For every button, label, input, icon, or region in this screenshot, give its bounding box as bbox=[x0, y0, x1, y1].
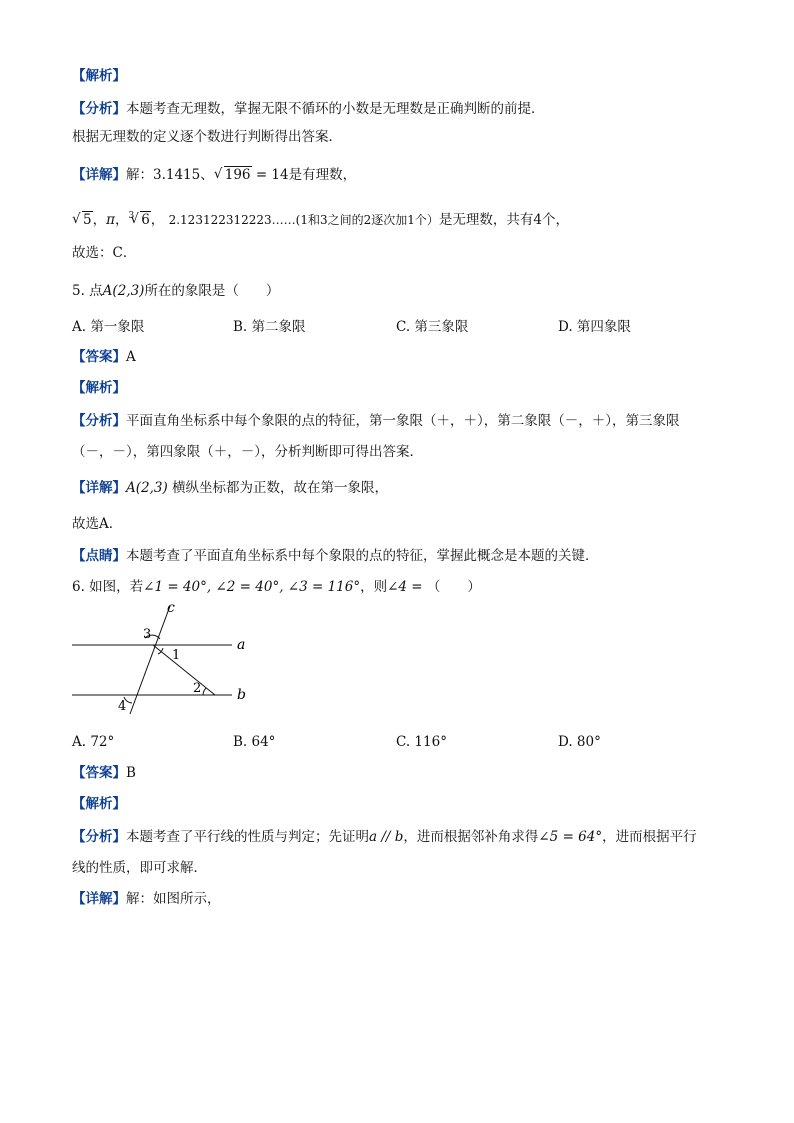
series: 2.123122312223……(1和3之间的2逐次加1个） bbox=[168, 213, 439, 227]
fenxi-tag: 【分析】 bbox=[72, 413, 126, 429]
xiangjie-text-a: 解：3.1415、 bbox=[126, 167, 214, 183]
q6-option-b[interactable]: B. 64° bbox=[233, 734, 276, 750]
q4-irrationals: √ 5，π，$^3$√ 6， 2.123122312223……(1和3之间的2逐次加1个）是无理数，共有4个， bbox=[72, 206, 569, 230]
q4-choice bbox=[72, 243, 136, 263]
q4-xiangjie bbox=[72, 165, 356, 185]
q5-xiangjie bbox=[72, 478, 388, 498]
label-2: 2 bbox=[193, 681, 202, 696]
dianjing-tag: 【点睛】 bbox=[72, 548, 126, 564]
label-c: c bbox=[167, 600, 175, 616]
q6-stem bbox=[72, 577, 481, 597]
pi-symbol: π bbox=[106, 212, 115, 228]
label-1: 1 bbox=[172, 648, 181, 663]
fenxi-angle5: ∠5 = 64° bbox=[538, 829, 603, 845]
label-a: a bbox=[237, 637, 246, 653]
dianjing-text: 本题考查了平面直角坐标系中每个象限的点的特征，掌握此概念是本题的关键． bbox=[126, 548, 599, 564]
q5-choice bbox=[72, 514, 122, 534]
fenxi-text-2: 根据无理数的定义逐个数进行判断得出答案． bbox=[72, 129, 342, 145]
q6-stem-angle4: ∠4 = bbox=[387, 579, 423, 595]
choice-text: 故选A． bbox=[72, 516, 123, 532]
jiexi-tag: 【解析】 bbox=[72, 68, 126, 84]
q4-fenxi-line2 bbox=[72, 127, 342, 147]
sqrt-5: √ 5 bbox=[72, 210, 93, 230]
xiangjie-tag: 【详解】 bbox=[72, 891, 126, 907]
cbrt-6: √ 6 bbox=[130, 210, 151, 230]
transversal bbox=[153, 645, 215, 695]
jiexi-tag: 【解析】 bbox=[72, 380, 126, 396]
q5-stem bbox=[72, 281, 279, 301]
xiangjie-text-b: 是有理数， bbox=[288, 167, 357, 183]
label-3: 3 bbox=[143, 627, 152, 642]
sep-3: ， bbox=[150, 212, 165, 228]
answer-tag: 【答案】 bbox=[72, 349, 126, 365]
q6-stem-prefix: 6. 如图，若 bbox=[72, 579, 144, 595]
q4-fenxi bbox=[72, 99, 545, 119]
q6-stem-angles: ∠1 = 40°, ∠2 = 40°, ∠3 = 116° bbox=[143, 579, 361, 595]
xiangjie-point: A(2,3) bbox=[126, 480, 168, 496]
q6-stem-suffix: （ ） bbox=[426, 579, 481, 595]
q5-jiexi-heading bbox=[72, 378, 126, 398]
irr-tail: 是无理数，共有4个， bbox=[438, 212, 569, 228]
q5-stem-suffix: 所在的象限是（ ） bbox=[144, 283, 280, 299]
line-c bbox=[130, 606, 170, 714]
q6-option-c[interactable]: C. 116° bbox=[396, 734, 447, 750]
label-b: b bbox=[237, 687, 246, 703]
q5-option-b[interactable]: B. 第二象限 bbox=[233, 319, 306, 335]
eq-14: = 14 bbox=[255, 167, 289, 183]
q6-fenxi bbox=[72, 827, 697, 847]
jiexi-tag: 【解析】 bbox=[72, 796, 126, 812]
q6-figure bbox=[60, 598, 270, 720]
q5-point: A(2,3) bbox=[102, 283, 145, 299]
sep-2: ， bbox=[114, 212, 129, 228]
q5-fenxi bbox=[72, 411, 680, 431]
q6-xiangjie bbox=[72, 889, 221, 909]
fenxi-line-1c: ，进而根据平行 bbox=[602, 829, 697, 845]
sep-1: ， bbox=[92, 212, 107, 228]
fenxi-line-2: 线的性质，即可求解． bbox=[72, 860, 207, 876]
xiangjie-tag: 【详解】 bbox=[72, 480, 126, 496]
q5-answer bbox=[72, 347, 136, 367]
q5-option-a[interactable]: A. 第一象限 bbox=[72, 319, 145, 335]
q4-jiexi-heading bbox=[72, 66, 126, 86]
q6-jiexi-heading bbox=[72, 794, 126, 814]
arc-2 bbox=[203, 688, 206, 695]
q5-dianjing bbox=[72, 546, 599, 566]
q5-fenxi-line2 bbox=[72, 442, 423, 462]
q5-stem-prefix: 5. 点 bbox=[72, 283, 103, 299]
fenxi-tag: 【分析】 bbox=[72, 101, 126, 117]
q5-option-c[interactable]: C. 第三象限 bbox=[396, 319, 469, 335]
fenxi-line-1b: ，进而根据邻补角求得 bbox=[403, 829, 539, 845]
xiangjie-text: 解：如图所示， bbox=[126, 891, 221, 907]
fenxi-line-1: 平面直角坐标系中每个象限的点的特征，第一象限（＋，＋），第二象限（－，＋），第三象限 bbox=[126, 413, 680, 429]
xiangjie-tag: 【详解】 bbox=[72, 167, 126, 183]
fenxi-parallel: a // b bbox=[369, 829, 404, 845]
xiangjie-text: 横纵坐标都为正数，故在第一象限， bbox=[172, 480, 389, 496]
fenxi-line-2: （－，－），第四象限（＋，－），分析判断即可得出答案． bbox=[72, 444, 423, 460]
answer-value: B bbox=[126, 765, 136, 781]
q6-stem-mid: ，则 bbox=[360, 579, 388, 595]
q6-fenxi-line2 bbox=[72, 858, 207, 878]
q6-option-a[interactable]: A. 72° bbox=[72, 734, 115, 750]
answer-tag: 【答案】 bbox=[72, 765, 126, 781]
fenxi-tag: 【分析】 bbox=[72, 829, 126, 845]
choice-text: 故选：C． bbox=[72, 245, 137, 261]
label-4: 4 bbox=[118, 699, 127, 714]
answer-value: A bbox=[126, 349, 136, 365]
fenxi-text: 本题考查无理数，掌握无限不循环的小数是无理数是正确判断的前提． bbox=[126, 101, 545, 117]
q6-answer bbox=[72, 763, 136, 783]
fenxi-line-1a: 本题考查了平行线的性质与判定；先证明 bbox=[126, 829, 369, 845]
q6-option-d[interactable]: D. 80° bbox=[558, 734, 601, 750]
q5-option-d[interactable]: D. 第四象限 bbox=[558, 319, 631, 335]
sqrt-196: √ 196 bbox=[214, 165, 252, 185]
